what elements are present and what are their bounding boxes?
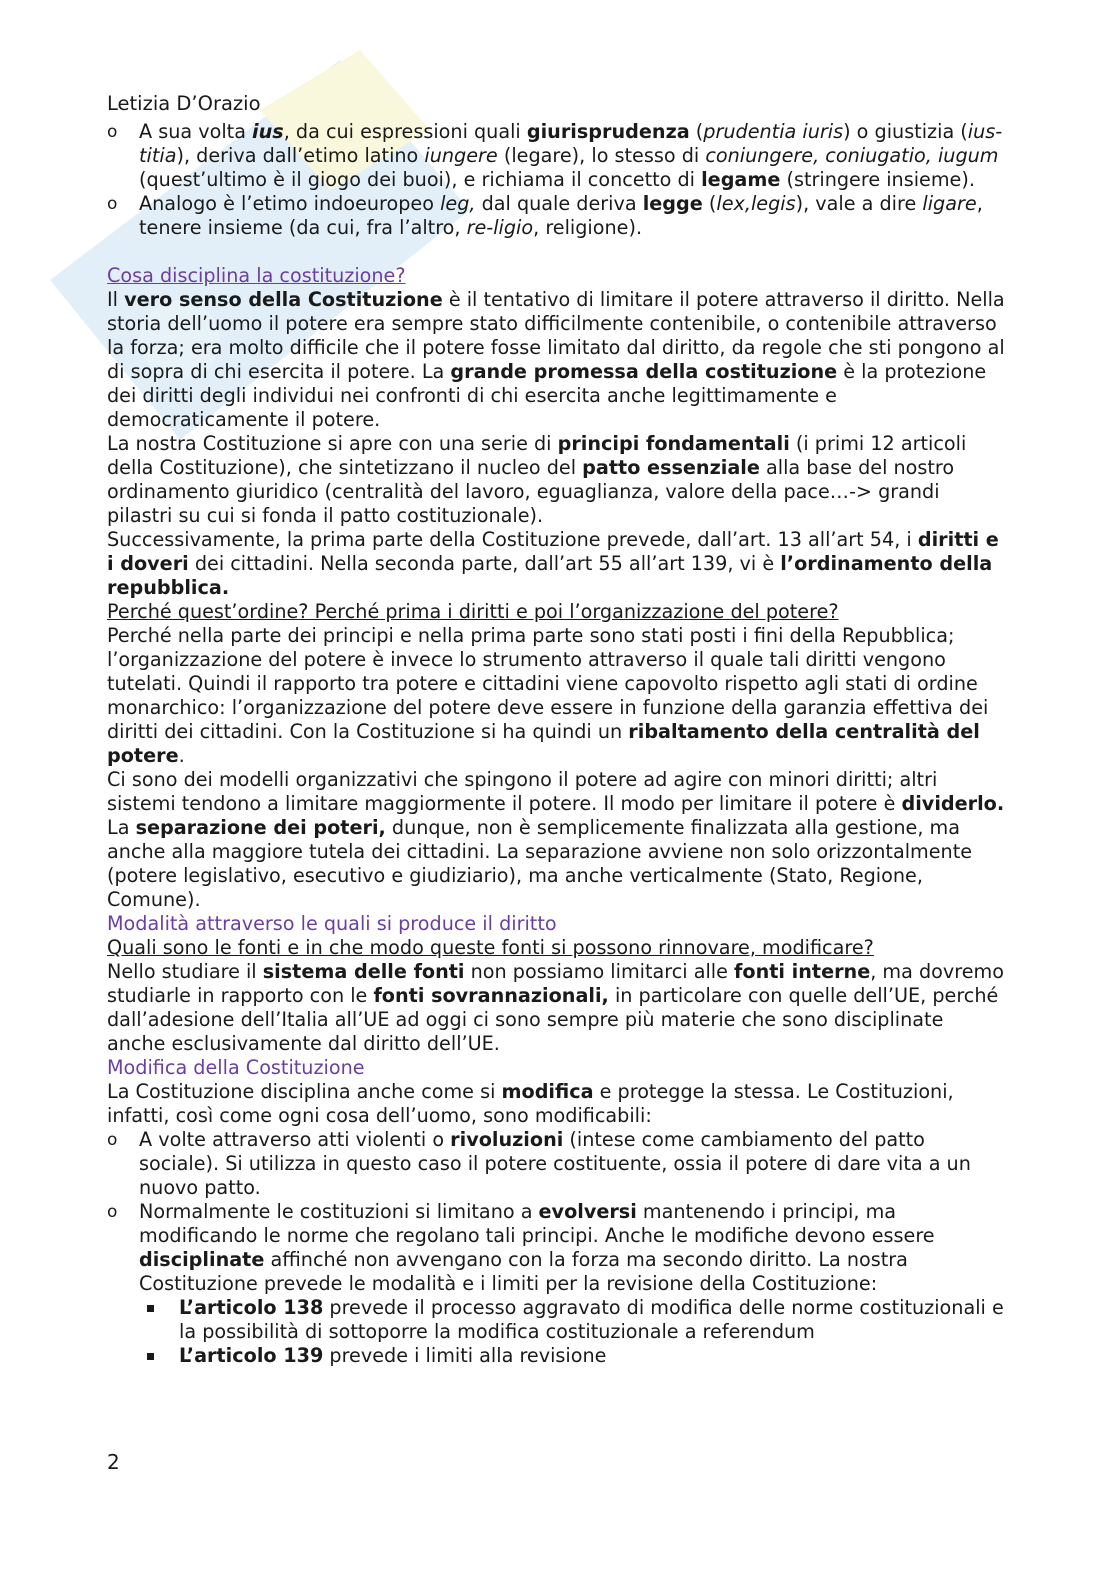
paragraph: Successivamente, la prima parte della Costituzione prevede, dall’art. 13 all’art 54, i diritti e i doveri dei cittadini. Nella seconda parte, dall’art 55 all’art 139, vi è l’ordinamento della repubblica. [107, 528, 999, 599]
paragraph: La nostra Costituzione si apre con una serie di principi fondamentali (i primi 12 articoli della Costituzione), che sintetizzano il nucleo del patto essenziale alla base del nostro ordinamento giuridico (centralità del lavoro, eguaglianza, valore della pace…-> grandi pilastri su cui si fonda il patto costituzionale). [107, 432, 967, 527]
question-heading: Perché quest’ordine? Perché prima i diritti e poi l’organizzazione del potere? [107, 600, 839, 623]
circle-bullet-icon: o [107, 1202, 118, 1222]
paragraph: Ci sono dei modelli organizzativi che spingono il potere ad agire con minori diritti; altri sistemi tendono a limitare maggiormente il potere. Il modo per limitare il potere è dividerlo. La separazione dei poteri, dunque, non è semplicemente finalizzata alla gestione, ma anche alla maggiore tutela dei cittadini. La separazione avviene non solo orizzontalmente (potere legislativo, esecutivo e giudiziario), ma anche verticalmente (Stato, Regione, Comune). [107, 768, 1005, 911]
question-heading: Quali sono le fonti e in che modo queste fonti si possono rinnovare, modificare? [107, 936, 874, 959]
square-bullet-icon [147, 1305, 154, 1312]
list-item: o Analogo è l’etimo indoeuropeo leg, dal quale deriva legge (lex,legis), vale a dire ligare, tenere insieme (da cui, fra l’altro, re-ligio, religione). [107, 192, 983, 239]
author-name: Letizia D’Orazio [107, 92, 261, 115]
section-heading-modifica: Modifica della Costituzione [107, 1056, 365, 1079]
paragraph: Il vero senso della Costituzione è il tentativo di limitare il potere attraverso il diritto. Nella storia dell’uomo il potere era sempre stato difficilmente contenibile, o contenibile attraverso la forza; era molto difficile che il potere fosse limitato dal diritto, da regole che sti pongono al di sopra di chi esercita il potere. La grande promessa della costituzione è la protezione dei diritti degli individui nei confronti di chi esercita anche legittimamente e democraticamente il potere. [107, 288, 1005, 431]
list-item: o Normalmente le costituzioni si limitano a evolversi mantenendo i principi, ma modificando le norme che regolano tali principi. Anche le modifiche devono essere disciplinate affinché non avvengano con la forza ma secondo diritto. La nostra Costituzione prevede le modalità e i limiti per la revisione della Costituzione: [107, 1200, 935, 1295]
paragraph: Perché nella parte dei principi e nella prima parte sono stati posti i fini della Repubblica; l’organizzazione del potere è invece lo strumento attraverso il quale tali diritti vengono tutelati. Quindi il rapporto tra potere e cittadini viene capovolto rispetto agli stati di ordine monarchico: l’organizzazione del potere deve essere in funzione della garanzia effettiva dei diritti dei cittadini. Con la Costituzione si ha quindi un ribaltamento della centralità del potere. [107, 624, 989, 767]
intro-list [107, 120, 1007, 240]
sub-list-item: L’articolo 138 prevede il processo aggravato di modifica delle norme costituzionali e la possibilità di sottoporre la modifica costituzionale a referendum [107, 1296, 1007, 1344]
circle-bullet-icon: o [107, 122, 118, 142]
section-heading-fonti: Modalità attraverso le quali si produce il diritto [107, 912, 557, 935]
paragraph: La Costituzione disciplina anche come si modifica e protegge la stessa. Le Costituzioni, infatti, così come ogni cosa dell’uomo, sono modificabili: [107, 1080, 954, 1127]
sub-list-item: L’articolo 139 prevede i limiti alla revisione [107, 1344, 1007, 1368]
circle-bullet-icon: o [107, 194, 118, 214]
paragraph: Nello studiare il sistema delle fonti non possiamo limitarci alle fonti interne, ma dovremo studiarle in rapporto con le fonti sovrannazionali, in particolare con quelle dell’UE, perché dall’adesione dell’Italia all’UE ad oggi ci sono sempre più materie che sono disciplinate anche esclusivamente dal diritto dell’UE. [107, 960, 1004, 1055]
modifica-list [107, 1128, 1007, 1368]
document-page [107, 92, 1007, 1368]
page-number: 2 [107, 1450, 120, 1474]
square-bullet-icon [147, 1353, 154, 1360]
section-heading-costituzione[interactable]: Cosa disciplina la costituzione? [107, 264, 406, 287]
list-item: o A volte attraverso atti violenti o rivoluzioni (intese come cambiamento del patto sociale). Si utilizza in questo caso il potere costituente, ossia il potere di dare vita a un nuovo patto. [107, 1128, 971, 1199]
circle-bullet-icon: o [107, 1130, 118, 1150]
list-item: o A sua volta ius, da cui espressioni quali giurisprudenza (prudentia iuris) o giustizia (ius-titia), deriva dall’etimo latino iungere (legare), lo stesso di coniungere, coniugatio, iugum (quest’ultimo è il giogo dei buoi), e richiama il concetto di legame (stringere insieme). [107, 120, 1003, 191]
